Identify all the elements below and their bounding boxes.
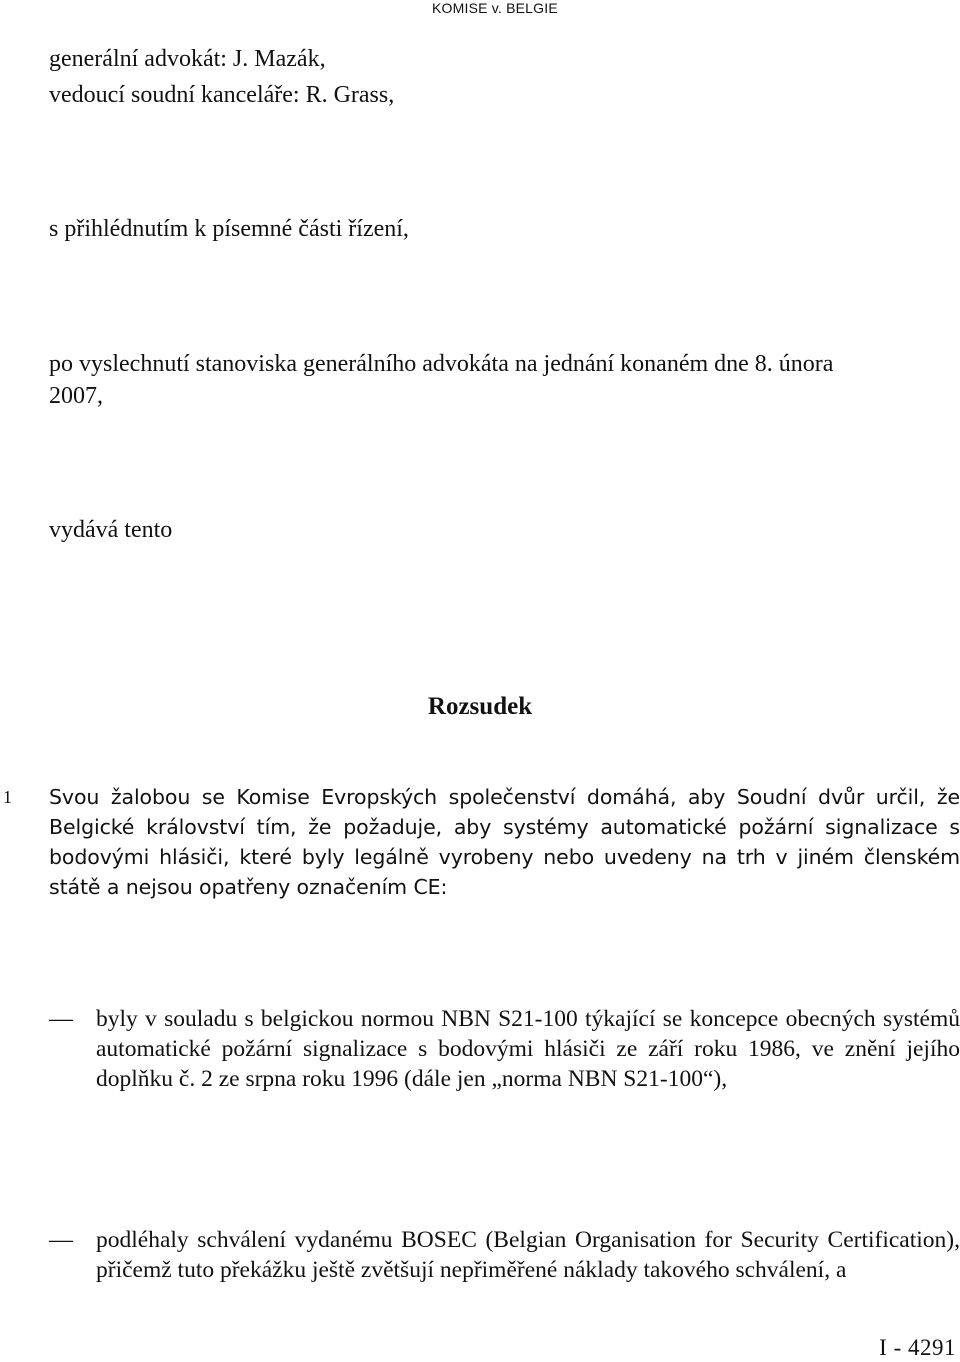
- paragraph-number: 1: [3, 787, 12, 807]
- indent-text: byly v souladu s belgickou normou NBN S21-100 týkající se koncepce obecných systémů automatické požární signalizace s bodovými hlásiči ze září roku 1986, ve znění jejího doplňku č. 2 ze srpna roku 1996 (dále jen „norma NBN S21-100“),: [96, 1006, 960, 1092]
- advocate-general-line: generální advokát: J. Mazák,: [49, 46, 326, 72]
- indent-dash: —: [49, 1227, 73, 1253]
- written-part-line: s přihlédnutím k písemné části řízení,: [49, 216, 409, 242]
- running-header: KOMISE v. BELGIE: [432, 0, 558, 16]
- hearing-line-1: po vyslechnutí stanoviska generálního advokáta na jednání konaném dne 8. února: [49, 351, 834, 377]
- hearing-line-2: 2007,: [49, 383, 103, 409]
- issues-line: vydává tento: [49, 517, 173, 543]
- judgment-heading: Rozsudek: [427, 693, 533, 720]
- registrar-line: vedoucí soudní kanceláře: R. Grass,: [49, 82, 395, 108]
- indent-dash: —: [49, 1006, 73, 1032]
- page-number: I - 4291: [879, 1335, 956, 1360]
- paragraph-text: Svou žalobou se Komise Evropských společenství domáhá, aby Soudní dvůr určil, že Belgické království tím, že požaduje, aby systémy automatické požární signalizace s bodovými hlásiči, které byly legálně vyrobeny nebo uvedeny na trh v jiném členském státě a nejsou opatřeny označením CE:: [49, 785, 960, 899]
- indent-text: podléhaly schválení vydanému BOSEC (Belgian Organisation for Security Certification), přičemž tuto překážku ještě zvětšují nepřiměřené náklady takového schválení, a: [96, 1227, 960, 1283]
